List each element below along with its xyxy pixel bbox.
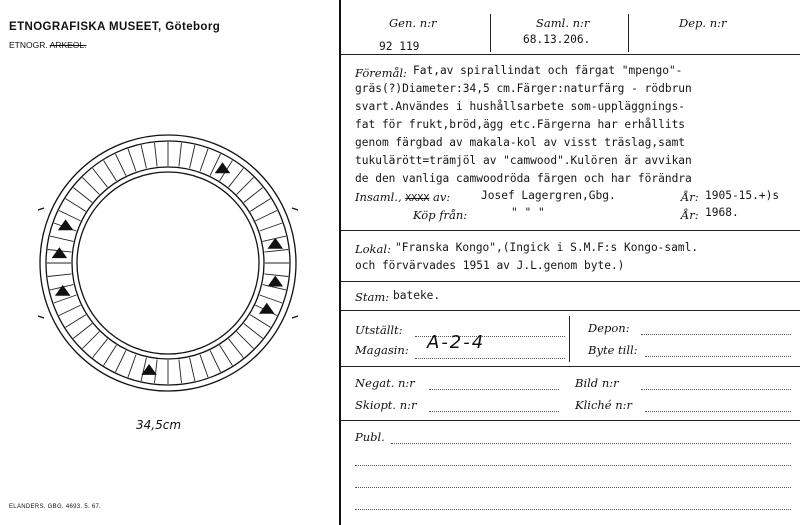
dep-nr-label: Dep. n:r [679, 16, 727, 30]
gen-nr-label: Gen. n:r [389, 16, 437, 30]
magasin-label: Magasin: [355, 343, 409, 357]
band-hatch-line [93, 168, 108, 187]
band-hatch-line [260, 295, 283, 303]
department-struck: ARKEOL. [49, 40, 87, 50]
utstallt-label: Utställt: [355, 323, 403, 337]
band-hatch-line [237, 332, 254, 349]
insaml-ar-value: 1905-15.+)s [705, 189, 780, 202]
diameter-label: 34,5cm [136, 418, 182, 432]
band-hatch-line [250, 199, 270, 212]
center-circle [77, 172, 259, 354]
band-hatch-line [116, 350, 126, 372]
band-hatch-line [200, 149, 208, 172]
foremal-line: de den vanliga camwoodröda färgen och har förändra [355, 172, 692, 185]
foremal-line: gräs(?)Diameter:34,5 cm.Färger:naturfärg - rödbrun [355, 82, 692, 95]
triangle-motif [52, 248, 66, 258]
plate-drawing [0, 100, 340, 418]
band-hatch-line [250, 315, 270, 328]
insaml-ar-label: År: [681, 190, 699, 204]
band-hatch-line [255, 211, 277, 221]
band-hatch-line [179, 143, 182, 167]
catalogue-card [339, 0, 800, 525]
insaml-label: Insaml., XXXX av: [355, 190, 451, 204]
band-hatch-line [50, 236, 73, 241]
band-hatch-line [141, 145, 146, 168]
depon-label: Depon: [588, 321, 630, 335]
band-hatch-line [104, 161, 117, 181]
band-hatch-line [229, 339, 244, 358]
band-hatch-line [244, 188, 263, 203]
lokal-label: Lokal: [355, 242, 391, 256]
band-hatch-line [179, 359, 182, 383]
band-hatch-line [82, 332, 99, 349]
foremal-line: svart.Användes i hushållsarbete som-uppläggnings- [355, 100, 686, 113]
foremal-line: fat för frukt,bröd,ägg etc.Färgerna har erhållits [355, 118, 686, 131]
printer-note: ELANDERS. GBG. 4693. 5. 67. [9, 504, 102, 510]
lokal-line: "Franska Kongo",(Ingick i S.M.F:s Kongo-saml. [395, 241, 699, 254]
foremal-line: tukulärött=trämjöl av "camwood".Kulören är avvikan [355, 154, 692, 167]
band-hatching [47, 142, 289, 384]
band-hatch-line [93, 339, 108, 358]
band-hatch-line [73, 188, 92, 203]
gen-nr-value: 92 119 [379, 40, 420, 53]
band-hatch-line [48, 274, 72, 277]
band-hatch-line [59, 305, 81, 315]
saml-nr-value: 68.13.206. [523, 33, 591, 46]
band-hatch-line [59, 211, 81, 221]
band-hatch-line [244, 324, 263, 339]
saml-nr-label: Saml. n:r [536, 16, 590, 30]
band-hatch-line [82, 177, 99, 194]
band-hatch-line [229, 168, 244, 187]
band-hatch-line [190, 145, 195, 168]
museum-name: ETNOGRAFISKA MUSEET, Göteborg [9, 21, 221, 33]
band-hatch-line [220, 345, 233, 365]
byte-till-label: Byte till: [588, 343, 638, 357]
cliche-nr-label: Kliché n:r [575, 398, 633, 412]
band-hatch-line [128, 355, 136, 378]
band-hatch-line [237, 177, 254, 194]
left-handle-notch [38, 208, 44, 318]
band-hatch-line [264, 250, 288, 253]
department-prefix: ETNOGR. [9, 40, 48, 50]
kop-fran-value: " " " [511, 206, 545, 219]
band-hatch-line [66, 315, 86, 328]
publ-label: Publ. [355, 430, 385, 444]
band-hatch-line [116, 154, 126, 176]
outer-rim-circle [40, 135, 296, 391]
negat-nr-label: Negat. n:r [355, 376, 415, 390]
right-handle-notch [292, 208, 298, 318]
kop-fran-label: Köp från: [413, 208, 468, 222]
band-hatch-line [190, 358, 195, 381]
stam-label: Stam: [355, 290, 390, 304]
foremal-line: Fat,av spirallindat och färgat "mpengo"- [413, 64, 683, 77]
plate-outline [38, 135, 298, 391]
band-hatch-line [54, 295, 77, 303]
foremal-label: Föremål: [355, 66, 407, 80]
band-hatch-line [73, 324, 92, 339]
department-line [9, 40, 87, 50]
stam-value: bateke. [393, 289, 441, 302]
drawing-panel [0, 0, 340, 525]
kop-ar-value: 1968. [705, 206, 739, 219]
inner-band-circle [72, 167, 264, 359]
triangle-motif [56, 286, 70, 296]
kop-ar-label: År: [681, 208, 699, 222]
band-hatch-line [155, 143, 158, 167]
foremal-line: genom färgbad av makala-kol av visst träslag,samt [355, 136, 686, 149]
band-hatch-line [66, 199, 86, 212]
band-hatch-line [128, 149, 136, 172]
triangle-motif [268, 276, 282, 286]
skiopt-nr-label: Skiopt. n:r [355, 398, 417, 412]
band-hatch-line [200, 355, 208, 378]
bild-nr-label: Bild n:r [575, 376, 619, 390]
lokal-line: och förvärvades 1951 av J.L.genom byte.) [355, 259, 625, 272]
magasin-value: A-2-4 [427, 332, 486, 353]
band-hatch-line [155, 359, 158, 383]
band-hatch-line [210, 350, 220, 372]
band-hatch-line [104, 345, 117, 365]
band-hatch-line [264, 274, 288, 277]
insaml-value: Josef Lagergren,Gbg. [481, 189, 616, 202]
band-hatch-line [260, 223, 283, 231]
